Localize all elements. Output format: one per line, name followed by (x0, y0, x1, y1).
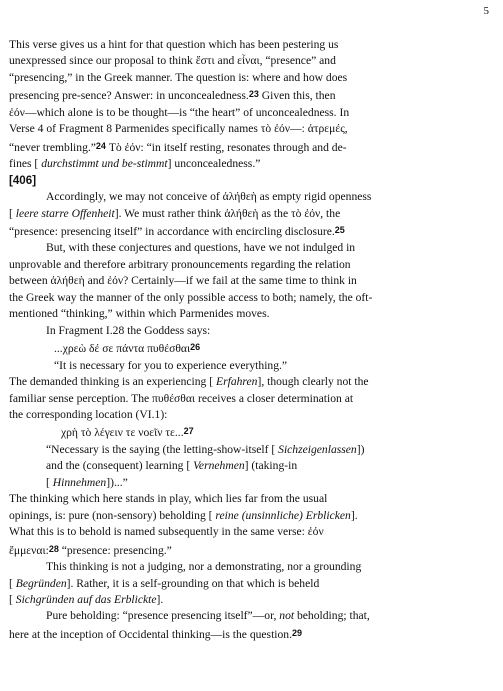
text-span: ]. (350, 508, 358, 522)
text-line (9, 374, 491, 390)
text-line (9, 491, 491, 507)
text-line (9, 608, 491, 624)
text-span: In Fragment I.28 the Goddess says: (46, 323, 211, 337)
text-span: [ (9, 576, 16, 590)
text-span: ]. We must rather think ἀλήθεὴ as the τὸ ἐόν, the (114, 206, 341, 220)
footnote-marker: 23 (248, 89, 259, 100)
text-span: the Greek way the manner of the only possible access to both; namely, the oft- (9, 290, 373, 304)
footnote-marker: 28 (48, 543, 59, 554)
body-text (9, 37, 491, 643)
text-line (9, 156, 491, 172)
page-marker: [406] (9, 173, 37, 187)
text-line (9, 257, 491, 273)
text-span: ἐόν—which alone is to be thought—is “the heart” of unconcealedness. In (9, 105, 350, 119)
german-term: Begründen (15, 576, 67, 590)
footnote-marker: 26 (190, 342, 201, 353)
text-span: This verse gives us a hint for that question which has been pestering us (9, 38, 339, 51)
text-line (9, 37, 491, 53)
text-span: unexpressed since our proposal to think ἔστι and εἶναι, “presence” and (9, 54, 336, 68)
text-line (9, 53, 491, 69)
text-span: ]. (156, 592, 164, 606)
text-line (9, 423, 491, 441)
text-line (9, 541, 491, 559)
text-span: presencing pre-sence? Answer: in unconcealedness. (9, 89, 249, 103)
text-span: “It is necessary for you to experience everything.” (54, 358, 288, 372)
text-span: and the (consequent) learning [ (46, 459, 194, 473)
text-line (9, 306, 491, 322)
text-span: But, with these conjectures and questions, have we not indulged in (46, 241, 356, 255)
text-span: Τὸ ἐόν: “in itself resting, resonates through and de- (105, 140, 347, 154)
text-span: mentioned “thinking,” within which Parmenides moves. (9, 307, 270, 321)
text-span: This thinking is not a judging, nor a demonstrating, nor a grounding (46, 560, 362, 574)
text-span: unprovable and therefore arbitrary pronouncements regarding the relation (9, 257, 351, 271)
text-line (9, 407, 491, 423)
text-line (9, 86, 491, 104)
text-span: ] unconcealedness.” (167, 157, 261, 171)
footnote-marker: 27 (183, 426, 194, 437)
german-term: Hinnehmen (52, 475, 107, 489)
text-span: Accordingly, we may not conceive of ἀλήθεὴ as empty rigid openness (46, 190, 372, 204)
text-span: [ (46, 475, 53, 489)
german-term: Erfahren (216, 375, 258, 389)
text-line (9, 138, 491, 156)
text-line (9, 323, 491, 339)
german-term: not (279, 609, 295, 623)
text-span: ])...” (106, 475, 128, 489)
text-span: between ἀλήθεὴ and ἐόν? Certainly—if we fail at the same time to think in (9, 274, 357, 288)
text-line (9, 339, 491, 357)
text-line (9, 189, 491, 205)
text-span: [ (9, 206, 16, 220)
text-span: “presencing,” in the Greek manner. The question is: where and how does (9, 70, 348, 84)
german-term: durchstimmt und be-stimmt (41, 157, 168, 171)
text-span: familiar sense perception. The πυθέσθαι receives a closer determination at (9, 391, 354, 405)
text-line (9, 206, 491, 222)
text-span: fines [ (9, 157, 42, 171)
text-line (9, 121, 491, 137)
text-span: The demanded thinking is an experiencing [ (9, 375, 217, 389)
text-line (9, 290, 491, 306)
text-span: beholding; that, (294, 609, 370, 623)
text-line (9, 358, 491, 374)
text-span: ] (taking-in (244, 459, 298, 473)
page-number: 5 (483, 5, 489, 17)
text-line (9, 559, 491, 575)
german-term: Sichgründen auf das Erblickte (15, 592, 157, 606)
text-line (9, 173, 491, 189)
footnote-marker: 25 (334, 224, 345, 235)
text-span: ...χρεὼ δέ σε πάντα πυθέσθαι (54, 342, 191, 356)
german-term: reine (unsinnliche) Erblicken (215, 508, 351, 522)
text-line (9, 625, 491, 643)
text-span: What this is to behold is named subsequently in the same verse: ἐόν (9, 525, 324, 539)
text-span: ἔμμεναι: (9, 543, 49, 557)
footnote-marker: 24 (95, 140, 106, 151)
text-span: Given this, then (258, 89, 336, 103)
text-line (9, 222, 491, 240)
german-term: Vernehmen (193, 459, 245, 473)
text-line (9, 508, 491, 524)
text-line (9, 524, 491, 540)
text-span: [ (9, 592, 16, 606)
text-span: Verse 4 of Fragment 8 Parmenides specifically names τὸ ἐόν—: ἀτρεμές, (9, 122, 348, 136)
text-span: ]) (356, 442, 365, 456)
text-span: opinings, is: pure (non-sensory) beholding [ (9, 508, 216, 522)
text-line (9, 592, 491, 608)
text-line (9, 240, 491, 256)
text-line (9, 70, 491, 86)
text-span: “presence: presencing itself” in accordance with encircling disclosure. (9, 224, 335, 238)
german-term: Sichzeigenlassen (278, 442, 357, 456)
text-line (9, 105, 491, 121)
text-span: The thinking which here stands in play, which lies far from the usual (9, 492, 328, 506)
text-line (9, 475, 491, 491)
text-span: χρὴ τὸ λέγειν τε νοεῖν τε... (61, 426, 184, 440)
footnote-marker: 29 (292, 627, 303, 638)
text-line (9, 458, 491, 474)
text-span: Pure beholding: “presence presencing itself”—or, (46, 609, 280, 623)
german-term: leere starre Offenheit (15, 206, 115, 220)
text-span: here at the inception of Occidental thinking—is the question. (9, 627, 293, 641)
text-line (9, 576, 491, 592)
text-line (9, 442, 491, 458)
text-span: ], though clearly not the (257, 375, 369, 389)
text-span: “never trembling.” (9, 140, 96, 154)
text-span: the corresponding location (VI.1): (9, 407, 168, 421)
text-span: “Necessary is the saying (the letting-show-itself [ (46, 442, 279, 456)
text-span: “presence: presencing.” (58, 543, 172, 557)
text-line (9, 273, 491, 289)
text-span: ]. Rather, it is a self-grounding on that which is beheld (66, 576, 320, 590)
text-line (9, 391, 491, 407)
